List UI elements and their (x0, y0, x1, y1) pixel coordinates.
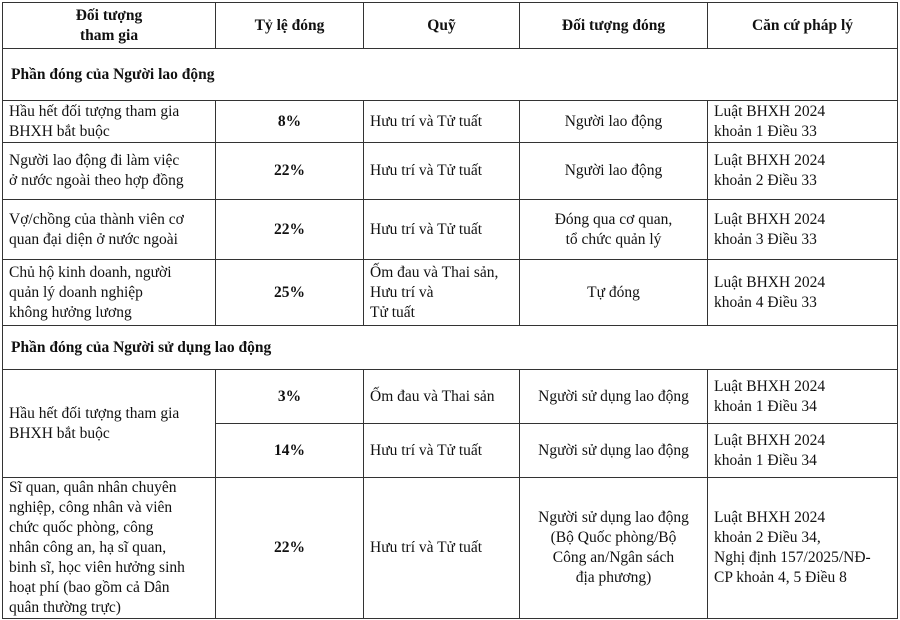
cell-payer: Người sử dụng lao động (520, 370, 708, 424)
section-row-employee (3, 49, 898, 101)
cell-legal: Luật BHXH 2024 khoản 3 Điều 33 (708, 200, 898, 260)
header-row (3, 3, 898, 49)
cell-payer: Người sử dụng lao động (Bộ Quốc phòng/Bộ Công an/Ngân sách địa phương) (520, 478, 708, 619)
cell-subject: Vợ/chồng của thành viên cơ quan đại diện ở nước ngoài (3, 200, 216, 260)
cell-payer: Người lao động (520, 143, 708, 200)
cell-subject: Hầu hết đối tượng tham gia BHXH bắt buộc (3, 370, 216, 478)
contribution-table (2, 2, 898, 619)
cell-payer: Người sử dụng lao động (520, 424, 708, 478)
cell-legal: Luật BHXH 2024 khoản 2 Điều 33 (708, 143, 898, 200)
header-payer: Đối tượng đóng (520, 3, 708, 49)
cell-legal: Luật BHXH 2024 khoản 1 Điều 33 (708, 101, 898, 143)
cell-subject: Hầu hết đối tượng tham gia BHXH bắt buộc (3, 101, 216, 143)
table-row (3, 101, 898, 143)
section-title-employee: Phần đóng của Người lao động (3, 49, 898, 101)
cell-legal: Luật BHXH 2024 khoản 2 Điều 34, Nghị định 157/2025/NĐ- CP khoản 4, 5 Điều 8 (708, 478, 898, 619)
cell-subject: Sĩ quan, quân nhân chuyên nghiệp, công nhân và viên chức quốc phòng, công nhân công an, hạ sĩ quan, binh sĩ, học viên hưởng sinh hoạt phí (bao gồm cả Dân quân thường trực) (3, 478, 216, 619)
cell-rate: 14% (216, 424, 364, 478)
cell-rate: 22% (216, 478, 364, 619)
cell-rate: 22% (216, 143, 364, 200)
cell-legal: Luật BHXH 2024 khoản 1 Điều 34 (708, 370, 898, 424)
header-rate: Tỷ lệ đóng (216, 3, 364, 49)
section-row-employer (3, 326, 898, 370)
cell-rate: 3% (216, 370, 364, 424)
cell-legal: Luật BHXH 2024 khoản 1 Điều 34 (708, 424, 898, 478)
table-row (3, 478, 898, 619)
section-title-employer: Phần đóng của Người sử dụng lao động (3, 326, 898, 370)
cell-fund: Hưu trí và Tử tuất (364, 478, 520, 619)
header-fund: Quỹ (364, 3, 520, 49)
cell-fund: Ốm đau và Thai sản (364, 370, 520, 424)
table-row (3, 200, 898, 260)
cell-legal: Luật BHXH 2024 khoản 4 Điều 33 (708, 260, 898, 326)
cell-fund: Hưu trí và Tử tuất (364, 101, 520, 143)
cell-payer: Tự đóng (520, 260, 708, 326)
cell-payer: Người lao động (520, 101, 708, 143)
cell-subject: Người lao động đi làm việc ở nước ngoài theo hợp đồng (3, 143, 216, 200)
table-row (3, 370, 898, 424)
cell-payer: Đóng qua cơ quan, tổ chức quản lý (520, 200, 708, 260)
cell-fund: Ốm đau và Thai sản, Hưu trí và Tử tuất (364, 260, 520, 326)
header-legal: Căn cứ pháp lý (708, 3, 898, 49)
cell-fund: Hưu trí và Tử tuất (364, 200, 520, 260)
cell-rate: 8% (216, 101, 364, 143)
cell-subject: Chủ hộ kinh doanh, người quản lý doanh nghiệp không hưởng lương (3, 260, 216, 326)
cell-fund: Hưu trí và Tử tuất (364, 424, 520, 478)
table-row (3, 260, 898, 326)
cell-fund: Hưu trí và Tử tuất (364, 143, 520, 200)
cell-rate: 25% (216, 260, 364, 326)
cell-rate: 22% (216, 200, 364, 260)
table-row (3, 143, 898, 200)
header-subject: Đối tượng tham gia (3, 3, 216, 49)
